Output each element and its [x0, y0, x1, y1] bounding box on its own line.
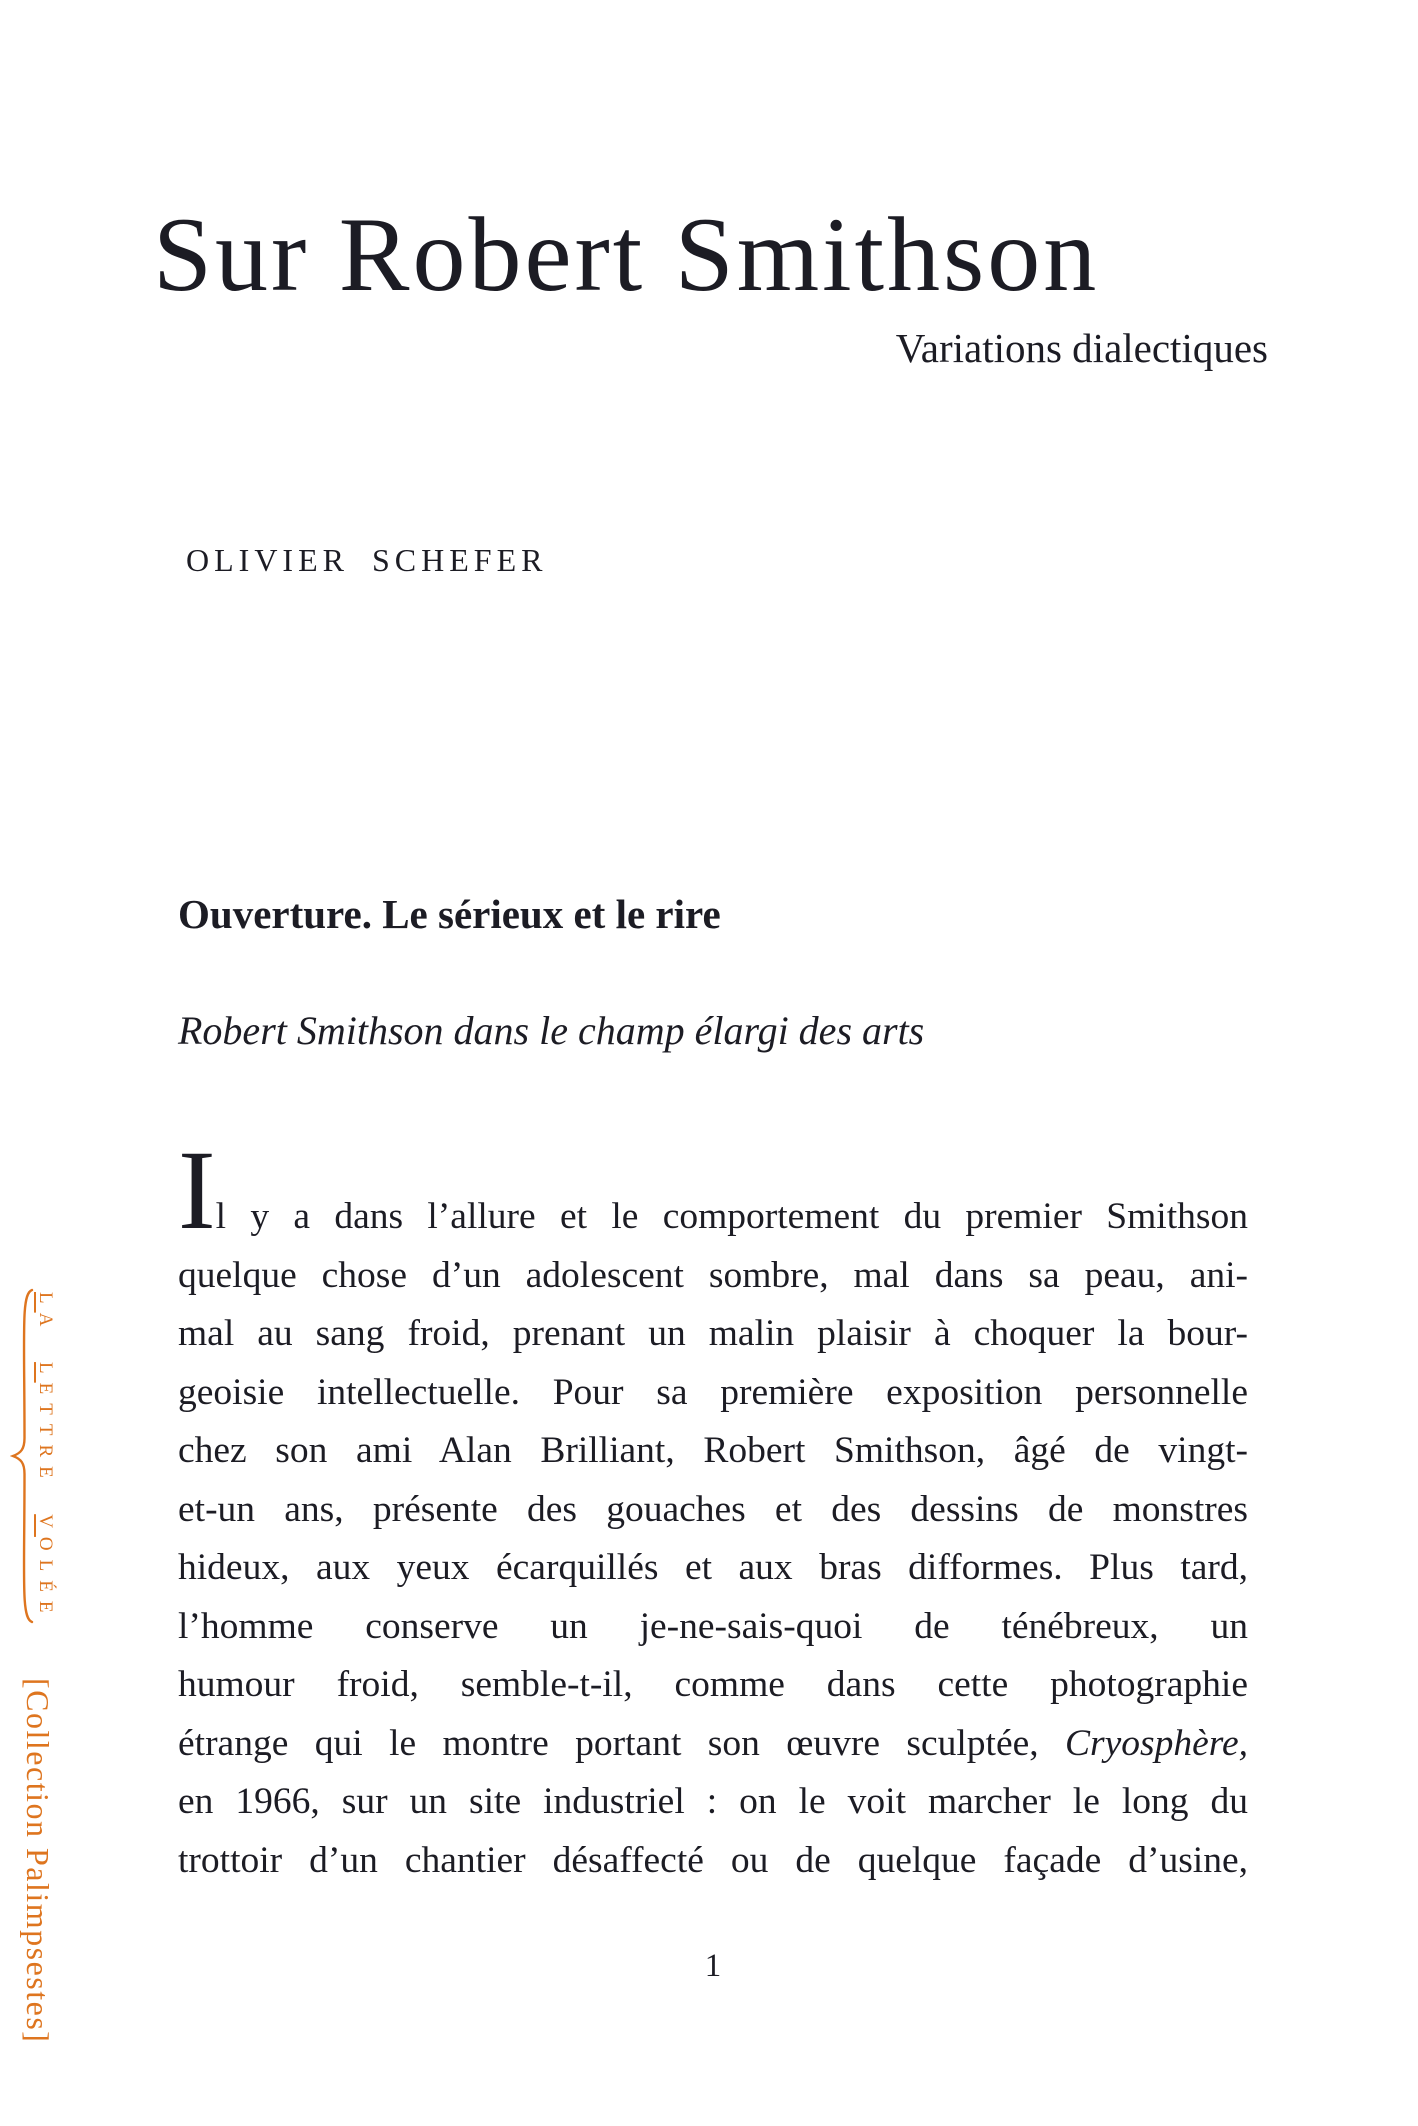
- italic-work-title: Cryosphère,: [1065, 1722, 1248, 1764]
- collection-name: [Collection Palimpsestes]: [20, 1678, 56, 2044]
- body-line: trottoir d’un chantier désaffecté ou de quelque façade d’usine,: [178, 1839, 1248, 1881]
- body-line: chez son ami Alan Brilliant, Robert Smithson, âgé de vingt-: [178, 1430, 1248, 1471]
- publisher-word-initial: V: [35, 1514, 56, 1537]
- publisher-word-rest: A: [35, 1312, 56, 1335]
- publisher-word: [35, 1362, 56, 1487]
- page-title: Sur Robert Smithson: [153, 196, 1100, 313]
- publisher-word-initial: L: [35, 1362, 56, 1383]
- body-line: mal au sang froid, prenant un malin plaisir à choquer la bour-: [178, 1313, 1248, 1354]
- publisher-word-initial: L: [35, 1292, 56, 1313]
- body-line: humour froid, semble-t-il, comme dans cette photographie: [178, 1664, 1248, 1705]
- body-line: quelque chose d’un adolescent sombre, mal dans sa peau, ani-: [178, 1254, 1248, 1296]
- body-line: en 1966, sur un site industriel : on le voit marcher le long du: [178, 1781, 1248, 1822]
- body-line: [178, 1715, 1248, 1774]
- publisher-name: [36, 1292, 55, 1621]
- page-subtitle: Variations dialectiques: [895, 325, 1268, 371]
- body-line: hideux, aux yeux écarquillés et aux bras difformes. Plus tard,: [178, 1547, 1248, 1588]
- body-line-text: l y a dans l’allure et le comportement du premier Smithson: [215, 1196, 1248, 1237]
- section-heading: Ouverture. Le sérieux et le rire: [178, 891, 721, 937]
- body-line: geoisie intellectuelle. Pour sa première exposition personnelle: [178, 1371, 1248, 1413]
- body-line: et-un ans, présente des gouaches et des dessins de monstres: [178, 1488, 1248, 1530]
- brace-icon: [10, 1288, 36, 1624]
- publisher-word: [35, 1292, 56, 1334]
- publisher-word-rest: OLÉE: [35, 1536, 56, 1622]
- body-line-text: étrange qui le montre portant son œuvre sculptée,: [178, 1722, 1066, 1764]
- body-line: l’homme conserve un je-ne-sais-quoi de ténébreux, un: [178, 1605, 1248, 1647]
- publisher-word: [35, 1514, 56, 1621]
- body-line: [178, 1128, 1248, 1253]
- page-number: 1: [704, 1948, 722, 1984]
- initial-cap: I: [178, 1128, 216, 1253]
- author-name: OLIVIER SCHEFER: [186, 542, 548, 578]
- body-paragraph: [178, 1128, 1248, 1890]
- publisher-word-rest: ETTRE: [35, 1382, 56, 1487]
- section-subheading: Robert Smithson dans le champ élargi des arts: [178, 1008, 925, 1053]
